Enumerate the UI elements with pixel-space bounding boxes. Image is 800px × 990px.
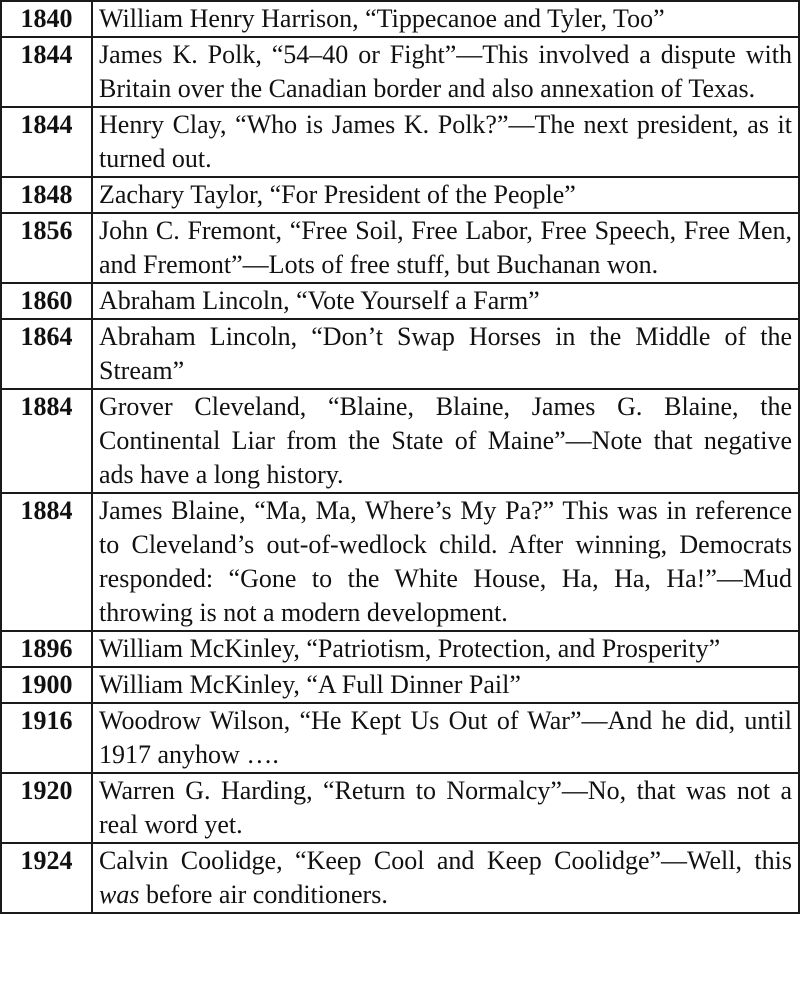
slogan-cell: James Blaine, “Ma, Ma, Where’s My Pa?” This was in reference to Cleveland’s out-of-wedlock child. After winning, Democrats responded: “Gone to the White House, Ha, Ha, Ha!”—Mud throwing is not a modern development.: [92, 493, 799, 631]
slogan-cell: Henry Clay, “Who is James K. Polk?”—The next president, as it turned out.: [92, 107, 799, 177]
slogan-cell: Warren G. Harding, “Return to Normalcy”—No, that was not a real word yet.: [92, 773, 799, 843]
year-cell: 1900: [1, 667, 92, 703]
year-cell: 1840: [1, 1, 92, 37]
year-cell: 1920: [1, 773, 92, 843]
year-cell: 1856: [1, 213, 92, 283]
table-row: [1, 773, 799, 843]
slogan-text-after: before air conditioners.: [139, 880, 388, 909]
table-row: [1, 843, 799, 913]
table-row: [1, 37, 799, 107]
slogan-cell: William Henry Harrison, “Tippecanoe and Tyler, Too”: [92, 1, 799, 37]
year-cell: 1884: [1, 493, 92, 631]
slogan-cell: Grover Cleveland, “Blaine, Blaine, James G. Blaine, the Continental Liar from the State of Maine”—Note that negative ads have a long history.: [92, 389, 799, 493]
table-row: [1, 493, 799, 631]
slogans-table-body: [1, 1, 799, 913]
slogan-cell: John C. Fremont, “Free Soil, Free Labor, Free Speech, Free Men, and Fremont”—Lots of free stuff, but Buchanan won.: [92, 213, 799, 283]
table-row: [1, 283, 799, 319]
table-row: [1, 667, 799, 703]
year-cell: 1884: [1, 389, 92, 493]
table-row: [1, 177, 799, 213]
table-row: [1, 703, 799, 773]
year-cell: 1860: [1, 283, 92, 319]
year-cell: 1844: [1, 107, 92, 177]
slogan-emphasis: was: [99, 880, 140, 909]
year-cell: 1916: [1, 703, 92, 773]
year-cell: 1896: [1, 631, 92, 667]
slogan-cell: Abraham Lincoln, “Vote Yourself a Farm”: [92, 283, 799, 319]
table-row: [1, 389, 799, 493]
year-cell: 1844: [1, 37, 92, 107]
slogan-cell: William McKinley, “Patriotism, Protection, and Prosperity”: [92, 631, 799, 667]
table-row: [1, 1, 799, 37]
table-row: [1, 213, 799, 283]
slogan-cell: Abraham Lincoln, “Don’t Swap Horses in the Middle of the Stream”: [92, 319, 799, 389]
table-row: [1, 319, 799, 389]
slogan-cell: William McKinley, “A Full Dinner Pail”: [92, 667, 799, 703]
slogan-cell: Zachary Taylor, “For President of the People”: [92, 177, 799, 213]
slogan-cell: [92, 843, 799, 913]
slogan-cell: James K. Polk, “54–40 or Fight”—This involved a dispute with Britain over the Canadian border and also annexation of Texas.: [92, 37, 799, 107]
table-row: [1, 631, 799, 667]
table-row: [1, 107, 799, 177]
slogan-text: Calvin Coolidge, “Keep Cool and Keep Coolidge”—Well, this: [99, 846, 792, 875]
year-cell: 1848: [1, 177, 92, 213]
year-cell: 1864: [1, 319, 92, 389]
slogan-cell: Woodrow Wilson, “He Kept Us Out of War”—And he did, until 1917 anyhow ….: [92, 703, 799, 773]
year-cell: 1924: [1, 843, 92, 913]
